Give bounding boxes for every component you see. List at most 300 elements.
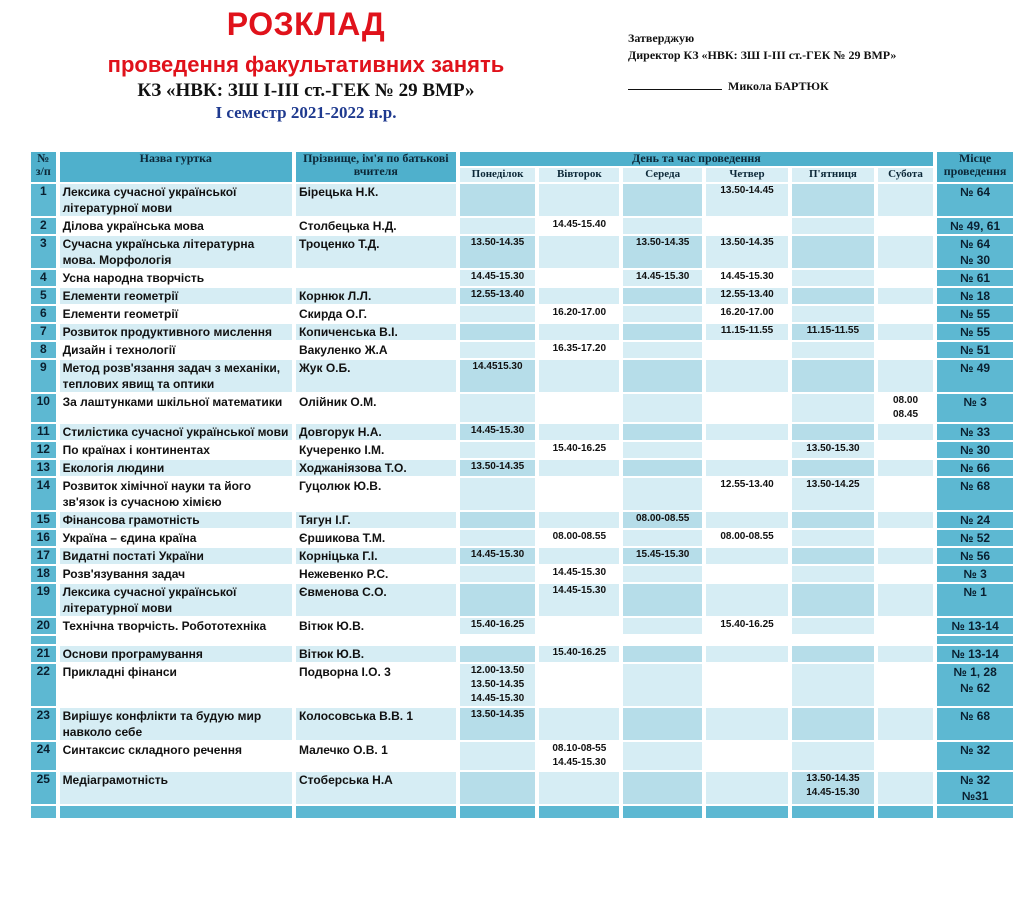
room-cell: № 64 (937, 184, 1013, 216)
page-title: РОЗКЛАД (226, 6, 386, 42)
day-time-cell (539, 184, 619, 216)
footer-cell (460, 806, 536, 818)
gap-cell (623, 636, 702, 644)
day-time-cell (623, 394, 702, 422)
room-cell: № 33 (937, 424, 1013, 440)
day-time-cell (539, 288, 619, 304)
day-time-cell (460, 566, 536, 582)
day-time-cell (539, 324, 619, 340)
room-cell: № 32 (937, 742, 1013, 770)
row-number: 24 (31, 742, 56, 770)
row-number: 8 (31, 342, 56, 358)
day-time-cell (792, 512, 874, 528)
club-name: Екологія людини (60, 460, 292, 476)
day-time-cell (623, 184, 702, 216)
day-time-cell: 16.35-17.20 (539, 342, 619, 358)
club-name: По країнах і континентах (60, 442, 292, 458)
room-cell: № 18 (937, 288, 1013, 304)
day-time-cell (878, 442, 933, 458)
table-row (31, 460, 1013, 476)
row-number: 9 (31, 360, 56, 392)
day-header: П'ятниця (792, 168, 874, 182)
gap-cell (31, 636, 56, 644)
day-time-cell: 15.40-16.25 (539, 442, 619, 458)
day-time-cell (460, 530, 536, 546)
club-name: Прикладні фінанси (60, 664, 292, 706)
row-number: 18 (31, 566, 56, 582)
day-time-cell (623, 460, 702, 476)
day-time-cell (878, 236, 933, 268)
day-time-cell (706, 460, 788, 476)
room-cell: № 66 (937, 460, 1013, 476)
table-row (31, 618, 1013, 634)
teacher-name: Корніцька Г.І. (296, 548, 456, 564)
day-time-cell (792, 566, 874, 582)
day-time-cell (878, 566, 933, 582)
day-time-cell (792, 306, 874, 322)
table-row (31, 548, 1013, 564)
day-time-cell (792, 236, 874, 268)
day-time-cell: 15.40-16.25 (706, 618, 788, 634)
club-name: Вирішує конфлікти та будую мир навколо себе (60, 708, 292, 740)
day-time-cell (623, 288, 702, 304)
day-time-cell (792, 584, 874, 616)
day-time-cell: 12.55-13.40 (706, 478, 788, 510)
day-time-cell: 13.50-14.35 (706, 236, 788, 268)
room-cell: № 13-14 (937, 618, 1013, 634)
day-time-cell (539, 548, 619, 564)
day-time-cell (878, 512, 933, 528)
section-gap (31, 636, 1013, 644)
table-row (31, 772, 1013, 804)
table-row (31, 442, 1013, 458)
row-number: 6 (31, 306, 56, 322)
day-time-cell (460, 742, 536, 770)
day-time-cell: 08.00-08.55 (539, 530, 619, 546)
day-time-cell (878, 184, 933, 216)
day-time-cell: 11.15-11.55 (706, 324, 788, 340)
day-time-cell: 15.40-16.25 (539, 646, 619, 662)
club-name: Ділова українська мова (60, 218, 292, 234)
row-number: 2 (31, 218, 56, 234)
day-time-cell: 13.50-14.45 (706, 184, 788, 216)
club-name: Розвиток хімічної науки та його зв'язок із сучасною хімією (60, 478, 292, 510)
room-cell: № 55 (937, 306, 1013, 322)
room-cell: № 49, 61 (937, 218, 1013, 234)
teacher-name: Вакуленко Ж.А (296, 342, 456, 358)
room-cell: № 68 (937, 708, 1013, 740)
row-number: 19 (31, 584, 56, 616)
row-number: 25 (31, 772, 56, 804)
day-time-cell: 13.50-14.25 (792, 478, 874, 510)
table-row (31, 288, 1013, 304)
footer-cell (706, 806, 788, 818)
room-cell: № 13-14 (937, 646, 1013, 662)
day-time-cell (539, 664, 619, 706)
footer-cell (31, 806, 56, 818)
day-header: Субота (878, 168, 933, 182)
row-number: 7 (31, 324, 56, 340)
table-row (31, 530, 1013, 546)
day-time-cell (539, 460, 619, 476)
teacher-name (296, 270, 456, 286)
club-name: Елементи геометрії (60, 288, 292, 304)
day-time-cell (706, 708, 788, 740)
table-row (31, 306, 1013, 322)
day-time-cell (539, 708, 619, 740)
day-time-cell (706, 646, 788, 662)
row-number: 20 (31, 618, 56, 634)
room-cell: № 3 (937, 566, 1013, 582)
day-time-cell (623, 324, 702, 340)
gap-cell (706, 636, 788, 644)
club-name: Синтаксис складного речення (60, 742, 292, 770)
table-row (31, 218, 1013, 234)
day-time-cell (792, 460, 874, 476)
club-name: За лаштунками шкільної математики (60, 394, 292, 422)
day-time-cell: 14.45-15.30 (460, 270, 536, 286)
room-cell: № 3 (937, 394, 1013, 422)
table-row (31, 708, 1013, 740)
day-time-cell: 12.55-13.40 (706, 288, 788, 304)
day-time-cell (878, 218, 933, 234)
day-time-cell (706, 360, 788, 392)
day-time-cell (792, 342, 874, 358)
row-number: 14 (31, 478, 56, 510)
day-time-cell: 14.45-15.30 (539, 584, 619, 616)
day-time-cell (792, 742, 874, 770)
gap-cell (878, 636, 933, 644)
club-name: Елементи геометрії (60, 306, 292, 322)
day-time-cell: 13.50-14.35 (460, 708, 536, 740)
table-row (31, 394, 1013, 422)
row-number: 1 (31, 184, 56, 216)
day-time-cell (623, 478, 702, 510)
club-name: Технічна творчість. Робототехніка (60, 618, 292, 634)
footer-cell (878, 806, 933, 818)
page-subtitle: проведення факультативних занять (107, 52, 505, 77)
gap-cell (60, 636, 292, 644)
club-name: Метод розв'язання задач з механіки, теплових явищ та оптики (60, 360, 292, 392)
day-time-cell (706, 394, 788, 422)
day-time-cell (706, 442, 788, 458)
teacher-name: Вітюк Ю.В. (296, 646, 456, 662)
day-time-cell: 08.00-08.55 (706, 530, 788, 546)
day-time-cell (706, 742, 788, 770)
row-number: 16 (31, 530, 56, 546)
teacher-name: Єршикова Т.М. (296, 530, 456, 546)
teacher-name: Малечко О.В. 1 (296, 742, 456, 770)
row-number: 11 (31, 424, 56, 440)
day-time-cell (539, 512, 619, 528)
day-time-cell (623, 772, 702, 804)
approval-signature (628, 78, 896, 95)
day-time-cell (460, 772, 536, 804)
footer-cell (937, 806, 1013, 818)
day-time-cell: 15.45-15.30 (623, 548, 702, 564)
day-time-cell: 14.45-15.30 (460, 424, 536, 440)
table-row (31, 184, 1013, 216)
club-name: Стилістика сучасної української мови (60, 424, 292, 440)
day-time-cell: 08.10-08-55 14.45-15.30 (539, 742, 619, 770)
day-time-cell (539, 772, 619, 804)
day-time-cell: 16.20-17.00 (539, 306, 619, 322)
club-name: Видатні постаті України (60, 548, 292, 564)
day-time-cell (623, 708, 702, 740)
signature-line (628, 89, 722, 90)
teacher-name: Скирда О.Г. (296, 306, 456, 322)
col-days-header: День та час проведення (460, 152, 934, 166)
table-row (31, 478, 1013, 510)
day-header: Понеділок (460, 168, 536, 182)
day-time-cell (623, 742, 702, 770)
day-time-cell (623, 664, 702, 706)
table-row (31, 584, 1013, 616)
day-time-cell (539, 424, 619, 440)
semester-label: І семестр 2021-2022 н.р. (215, 103, 397, 122)
day-time-cell (792, 708, 874, 740)
day-time-cell (792, 270, 874, 286)
day-time-cell (792, 360, 874, 392)
day-time-cell (878, 288, 933, 304)
day-time-cell: 14.45-15.30 (460, 548, 536, 564)
club-name: Усна народна творчість (60, 270, 292, 286)
day-time-cell: 13.50-14.35 (623, 236, 702, 268)
day-time-cell (539, 360, 619, 392)
day-time-cell: 12.00-13.50 13.50-14.35 14.45-15.30 (460, 664, 536, 706)
day-time-cell (878, 618, 933, 634)
room-cell: № 52 (937, 530, 1013, 546)
day-time-cell (460, 324, 536, 340)
row-number: 15 (31, 512, 56, 528)
day-header: Вівторок (539, 168, 619, 182)
day-time-cell (792, 288, 874, 304)
col-num-header: № з/п (31, 152, 56, 182)
room-cell: № 32 №31 (937, 772, 1013, 804)
club-name: Медіаграмотність (60, 772, 292, 804)
day-time-cell (878, 306, 933, 322)
room-cell: № 68 (937, 478, 1013, 510)
day-time-cell (878, 530, 933, 546)
teacher-name: Довгорук Н.А. (296, 424, 456, 440)
day-time-cell (539, 236, 619, 268)
day-time-cell (792, 530, 874, 546)
day-time-cell (792, 664, 874, 706)
table-row (31, 236, 1013, 268)
club-name: Лексика сучасної української літературної мови (60, 584, 292, 616)
day-time-cell (706, 772, 788, 804)
day-time-cell (878, 478, 933, 510)
day-time-cell (623, 342, 702, 358)
club-name: Основи програмування (60, 646, 292, 662)
day-header: Середа (623, 168, 702, 182)
approval-line2: Директор КЗ «НВК: ЗШ І-ІІІ ст.-ГЕК № 29 ВМР» (628, 48, 897, 62)
day-time-cell: 14.45-15.30 (623, 270, 702, 286)
room-cell: № 24 (937, 512, 1013, 528)
day-time-cell (792, 618, 874, 634)
day-time-cell (623, 618, 702, 634)
row-number: 10 (31, 394, 56, 422)
club-name: Сучасна українська літературна мова. Морфологія (60, 236, 292, 268)
day-time-cell (623, 442, 702, 458)
club-name: Дизайн і технології (60, 342, 292, 358)
teacher-name: Жук О.Б. (296, 360, 456, 392)
day-time-cell: 08.00-08.55 (623, 512, 702, 528)
room-cell: № 56 (937, 548, 1013, 564)
day-time-cell (878, 584, 933, 616)
teacher-name: Подворна І.О. 3 (296, 664, 456, 706)
table-row (31, 646, 1013, 662)
teacher-name: Столбецька Н.Д. (296, 218, 456, 234)
room-cell: № 55 (937, 324, 1013, 340)
row-number: 5 (31, 288, 56, 304)
teacher-name: Нежевенко Р.С. (296, 566, 456, 582)
club-name: Фінансова грамотність (60, 512, 292, 528)
day-time-cell (878, 342, 933, 358)
room-cell: № 1, 28 № 62 (937, 664, 1013, 706)
table-row (31, 742, 1013, 770)
day-time-cell (792, 394, 874, 422)
day-time-cell (623, 566, 702, 582)
day-time-cell (792, 218, 874, 234)
day-time-cell (623, 646, 702, 662)
table-row (31, 424, 1013, 440)
teacher-name: Колосовська В.В. 1 (296, 708, 456, 740)
day-time-cell: 16.20-17.00 (706, 306, 788, 322)
day-time-cell (706, 584, 788, 616)
day-time-cell (460, 306, 536, 322)
row-number: 23 (31, 708, 56, 740)
room-cell: № 51 (937, 342, 1013, 358)
day-time-cell (460, 342, 536, 358)
approval-signer: Микола БАРТЮК (728, 79, 829, 93)
row-number: 17 (31, 548, 56, 564)
table-row (31, 342, 1013, 358)
day-time-cell (792, 184, 874, 216)
day-time-cell (878, 742, 933, 770)
footer-cell (623, 806, 702, 818)
room-cell: № 30 (937, 442, 1013, 458)
day-time-cell (623, 584, 702, 616)
room-cell: № 64 № 30 (937, 236, 1013, 268)
row-number: 13 (31, 460, 56, 476)
row-number: 21 (31, 646, 56, 662)
day-time-cell (878, 772, 933, 804)
day-time-cell (878, 664, 933, 706)
schedule-table (27, 150, 1017, 820)
day-time-cell (460, 394, 536, 422)
day-time-cell (706, 218, 788, 234)
day-time-cell (539, 394, 619, 422)
day-time-cell (460, 184, 536, 216)
club-name: Розв'язування задач (60, 566, 292, 582)
day-time-cell: 14.4515.30 (460, 360, 536, 392)
day-time-cell (878, 708, 933, 740)
teacher-name: Олійник О.М. (296, 394, 456, 422)
col-room-header: Місце проведення (937, 152, 1013, 182)
school-name: КЗ «НВК: ЗШ І-ІІІ ст.-ГЕК № 29 ВМР» (137, 80, 475, 101)
day-time-cell (460, 218, 536, 234)
club-name: Україна – єдина країна (60, 530, 292, 546)
footer-cell (539, 806, 619, 818)
day-time-cell: 15.40-16.25 (460, 618, 536, 634)
day-time-cell: 12.55-13.40 (460, 288, 536, 304)
day-time-cell (460, 646, 536, 662)
table-row (31, 664, 1013, 706)
footer-cell (296, 806, 456, 818)
teacher-name: Тягун І.Г. (296, 512, 456, 528)
teacher-name: Стоберська Н.А (296, 772, 456, 804)
day-time-cell (460, 478, 536, 510)
day-time-cell (623, 360, 702, 392)
day-time-cell: 08.00 08.45 (878, 394, 933, 422)
approval-block (628, 30, 896, 95)
teacher-name: Бірецька Н.К. (296, 184, 456, 216)
room-cell: № 61 (937, 270, 1013, 286)
day-time-cell (878, 270, 933, 286)
day-time-cell (539, 478, 619, 510)
day-time-cell (460, 512, 536, 528)
day-time-cell (539, 618, 619, 634)
table-footer (31, 806, 1013, 818)
day-time-cell (539, 270, 619, 286)
day-time-cell (878, 460, 933, 476)
day-time-cell (878, 360, 933, 392)
day-time-cell: 13.50-14.35 14.45-15.30 (792, 772, 874, 804)
day-time-cell (623, 424, 702, 440)
day-time-cell: 13.50-15.30 (792, 442, 874, 458)
row-number: 12 (31, 442, 56, 458)
gap-cell (792, 636, 874, 644)
day-time-cell: 14.45-15.30 (706, 270, 788, 286)
teacher-name: Вітюк Ю.В. (296, 618, 456, 634)
teacher-name: Ходжаніязова Т.О. (296, 460, 456, 476)
table-row (31, 566, 1013, 582)
footer-cell (792, 806, 874, 818)
day-time-cell (878, 324, 933, 340)
gap-cell (937, 636, 1013, 644)
day-time-cell (792, 424, 874, 440)
day-time-cell (460, 584, 536, 616)
table-row (31, 512, 1013, 528)
day-time-cell (792, 548, 874, 564)
room-cell: № 1 (937, 584, 1013, 616)
teacher-name: Кучеренко І.М. (296, 442, 456, 458)
day-time-cell: 11.15-11.55 (792, 324, 874, 340)
day-time-cell (623, 218, 702, 234)
teacher-name: Євменова С.О. (296, 584, 456, 616)
teacher-name: Корнюк Л.Л. (296, 288, 456, 304)
teacher-name: Троценко Т.Д. (296, 236, 456, 268)
gap-cell (296, 636, 456, 644)
club-name: Лексика сучасної української літературної мови (60, 184, 292, 216)
table-row (31, 360, 1013, 392)
day-time-cell (623, 530, 702, 546)
day-time-cell (878, 548, 933, 564)
day-time-cell (706, 512, 788, 528)
day-header: Четвер (706, 168, 788, 182)
room-cell: № 49 (937, 360, 1013, 392)
schedule-body (31, 184, 1013, 818)
day-time-cell (706, 342, 788, 358)
table-row (31, 324, 1013, 340)
approval-line1: Затверджую (628, 31, 695, 45)
day-time-cell (878, 424, 933, 440)
day-time-cell: 14.45-15.30 (539, 566, 619, 582)
gap-cell (539, 636, 619, 644)
day-time-cell (623, 306, 702, 322)
col-teacher-header: Прізвище, ім'я по батькові вчителя (296, 152, 456, 182)
